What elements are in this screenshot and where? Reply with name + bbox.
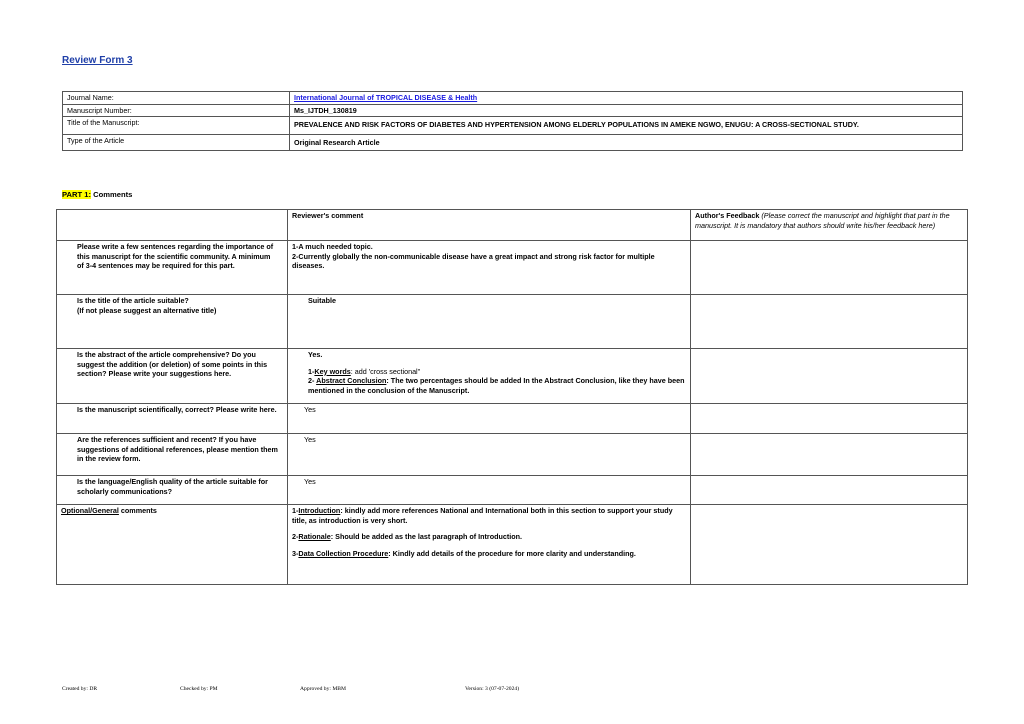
header-empty-cell — [57, 210, 288, 241]
question-text: Is the title of the article suitable? (If not please suggest an alternative title) — [77, 296, 217, 315]
title-label: Title of the Manuscript: — [63, 117, 290, 135]
page-footer — [0, 686, 1024, 696]
question-row-scientific — [57, 404, 968, 434]
question-cell — [57, 295, 288, 349]
optional-comments-cell — [288, 505, 691, 585]
ac-prefix: 2- — [308, 376, 317, 385]
reviewer-comment-cell — [288, 404, 691, 434]
p1-prefix: 1- — [292, 506, 299, 515]
p1-text: : kindly add more references National and International both in this section to support your study title, as introduction is very short. — [292, 506, 673, 525]
p2-label: Rationale — [298, 532, 331, 541]
title-row — [63, 117, 963, 135]
optional-label: Optional/General — [61, 506, 119, 515]
author-feedback-instruction: (Please correct the manuscript and highlight that part in the manuscript. It is mandatory that authors should write his/her feedback here) — [695, 211, 950, 230]
kw-text: : add 'cross sectional" — [350, 366, 421, 376]
author-feedback-header — [691, 210, 968, 241]
question-cell — [57, 241, 288, 295]
title-value: PREVALENCE AND RISK FACTORS OF DIABETES AND HYPERTENSION AMONG ELDERLY POPULATIONS IN AMEKE NGWO, ENUGU: A CROSS-SECTIONAL STUDY. — [290, 117, 963, 135]
author-feedback-cell[interactable] — [691, 505, 968, 585]
question-row-language — [57, 476, 968, 505]
optional-label-rest: comments — [118, 506, 157, 515]
author-feedback-cell[interactable] — [691, 349, 968, 404]
question-row-abstract — [57, 349, 968, 404]
comment-answer: Yes — [304, 405, 316, 414]
question-cell — [57, 434, 288, 476]
footer-version: Version: 3 (07-07-2024) — [465, 686, 520, 692]
question-row-importance — [57, 241, 968, 295]
header-row — [57, 210, 968, 241]
question-row-references — [57, 434, 968, 476]
comment-answer: Yes — [304, 435, 316, 444]
ac-label: Abstract Conclusion — [316, 376, 387, 385]
type-value: Original Research Article — [290, 134, 963, 151]
question-text: Is the manuscript scientifically, correct? Please write here. — [77, 405, 277, 414]
reviewer-comment-cell — [288, 295, 691, 349]
reviewer-comment-header: Reviewer's comment — [288, 210, 691, 241]
question-text: Is the abstract of the article comprehensive? Do you suggest the addition (or deletion) of some points in this section? Please write your suggestions here. — [77, 350, 268, 378]
part1-label: Comments — [90, 190, 133, 199]
question-text: Please write a few sentences regarding the importance of this manuscript for the scientific community. A minimum of 3-4 sentences may be required for this part. — [77, 242, 274, 270]
author-feedback-label: Author's Feedback — [695, 211, 760, 220]
optional-data-collection — [292, 549, 686, 559]
footer-created: Created by: DR — [62, 686, 98, 692]
comment-line: 2-Currently globally the non-communicable disease have a great impact and strong risk factor for multiple diseases. — [292, 251, 655, 270]
comment-answer: Suitable — [308, 296, 336, 305]
author-feedback-cell[interactable] — [691, 404, 968, 434]
author-feedback-cell[interactable] — [691, 476, 968, 505]
p3-text: : Kindly add details of the procedure for more clarity and understanding. — [388, 548, 636, 558]
ac-text: : The two percentages should be added In the Abstract Conclusion, like they have been mentioned in the conclusion of the Manuscript. — [308, 376, 685, 395]
optional-comments-row — [57, 505, 968, 585]
p2-text: : Should be added as the last paragraph of Introduction. — [330, 532, 523, 541]
kw-label: Key words — [314, 366, 351, 376]
part1-heading — [62, 190, 132, 199]
p1-label: Introduction — [298, 506, 341, 515]
manuscript-info-table — [62, 91, 963, 151]
question-cell — [57, 349, 288, 404]
footer-approved: Approved by: MBM — [300, 686, 346, 692]
journal-row — [63, 92, 963, 105]
journal-link[interactable]: International Journal of TROPICAL DISEASE & Health — [294, 93, 478, 102]
comment-line: 1-A much needed topic. — [292, 242, 373, 251]
type-row — [63, 134, 963, 151]
part1-prefix: PART 1: — [62, 190, 91, 199]
comment-answer: Yes. — [308, 350, 323, 359]
p3-prefix: 3- — [292, 548, 299, 558]
question-cell — [57, 404, 288, 434]
reviewer-comment-cell — [288, 241, 691, 295]
question-cell — [57, 476, 288, 505]
type-label: Type of the Article — [63, 134, 290, 151]
question-row-title — [57, 295, 968, 349]
comment-abstract-conclusion — [292, 376, 686, 395]
manuscript-value: Ms_IJTDH_130819 — [290, 104, 963, 117]
author-feedback-cell[interactable] — [691, 295, 968, 349]
optional-introduction — [292, 506, 686, 525]
question-text: Are the references sufficient and recent? If you have suggestions of additional references, please mention them in the review form. — [77, 435, 278, 463]
comment-answer: Yes — [304, 477, 316, 486]
question-text: Is the language/English quality of the article suitable for scholarly communications? — [77, 477, 268, 496]
comment-keywords — [292, 367, 686, 377]
journal-label: Journal Name: — [63, 92, 290, 105]
optional-label-cell — [57, 505, 288, 585]
comments-table — [56, 209, 968, 585]
p3-label: Data Collection Procedure — [298, 548, 389, 558]
optional-rationale — [292, 532, 686, 542]
reviewer-comment-cell — [288, 434, 691, 476]
kw-prefix: 1- — [308, 366, 315, 376]
form-title: Review Form 3 — [62, 55, 133, 66]
author-feedback-cell[interactable] — [691, 241, 968, 295]
manuscript-row — [63, 104, 963, 117]
reviewer-comment-cell — [288, 476, 691, 505]
p2-prefix: 2- — [292, 532, 299, 541]
manuscript-label: Manuscript Number: — [63, 104, 290, 117]
reviewer-comment-cell — [288, 349, 691, 404]
journal-value — [290, 92, 963, 105]
author-feedback-cell[interactable] — [691, 434, 968, 476]
footer-checked: Checked by: PM — [180, 686, 218, 692]
